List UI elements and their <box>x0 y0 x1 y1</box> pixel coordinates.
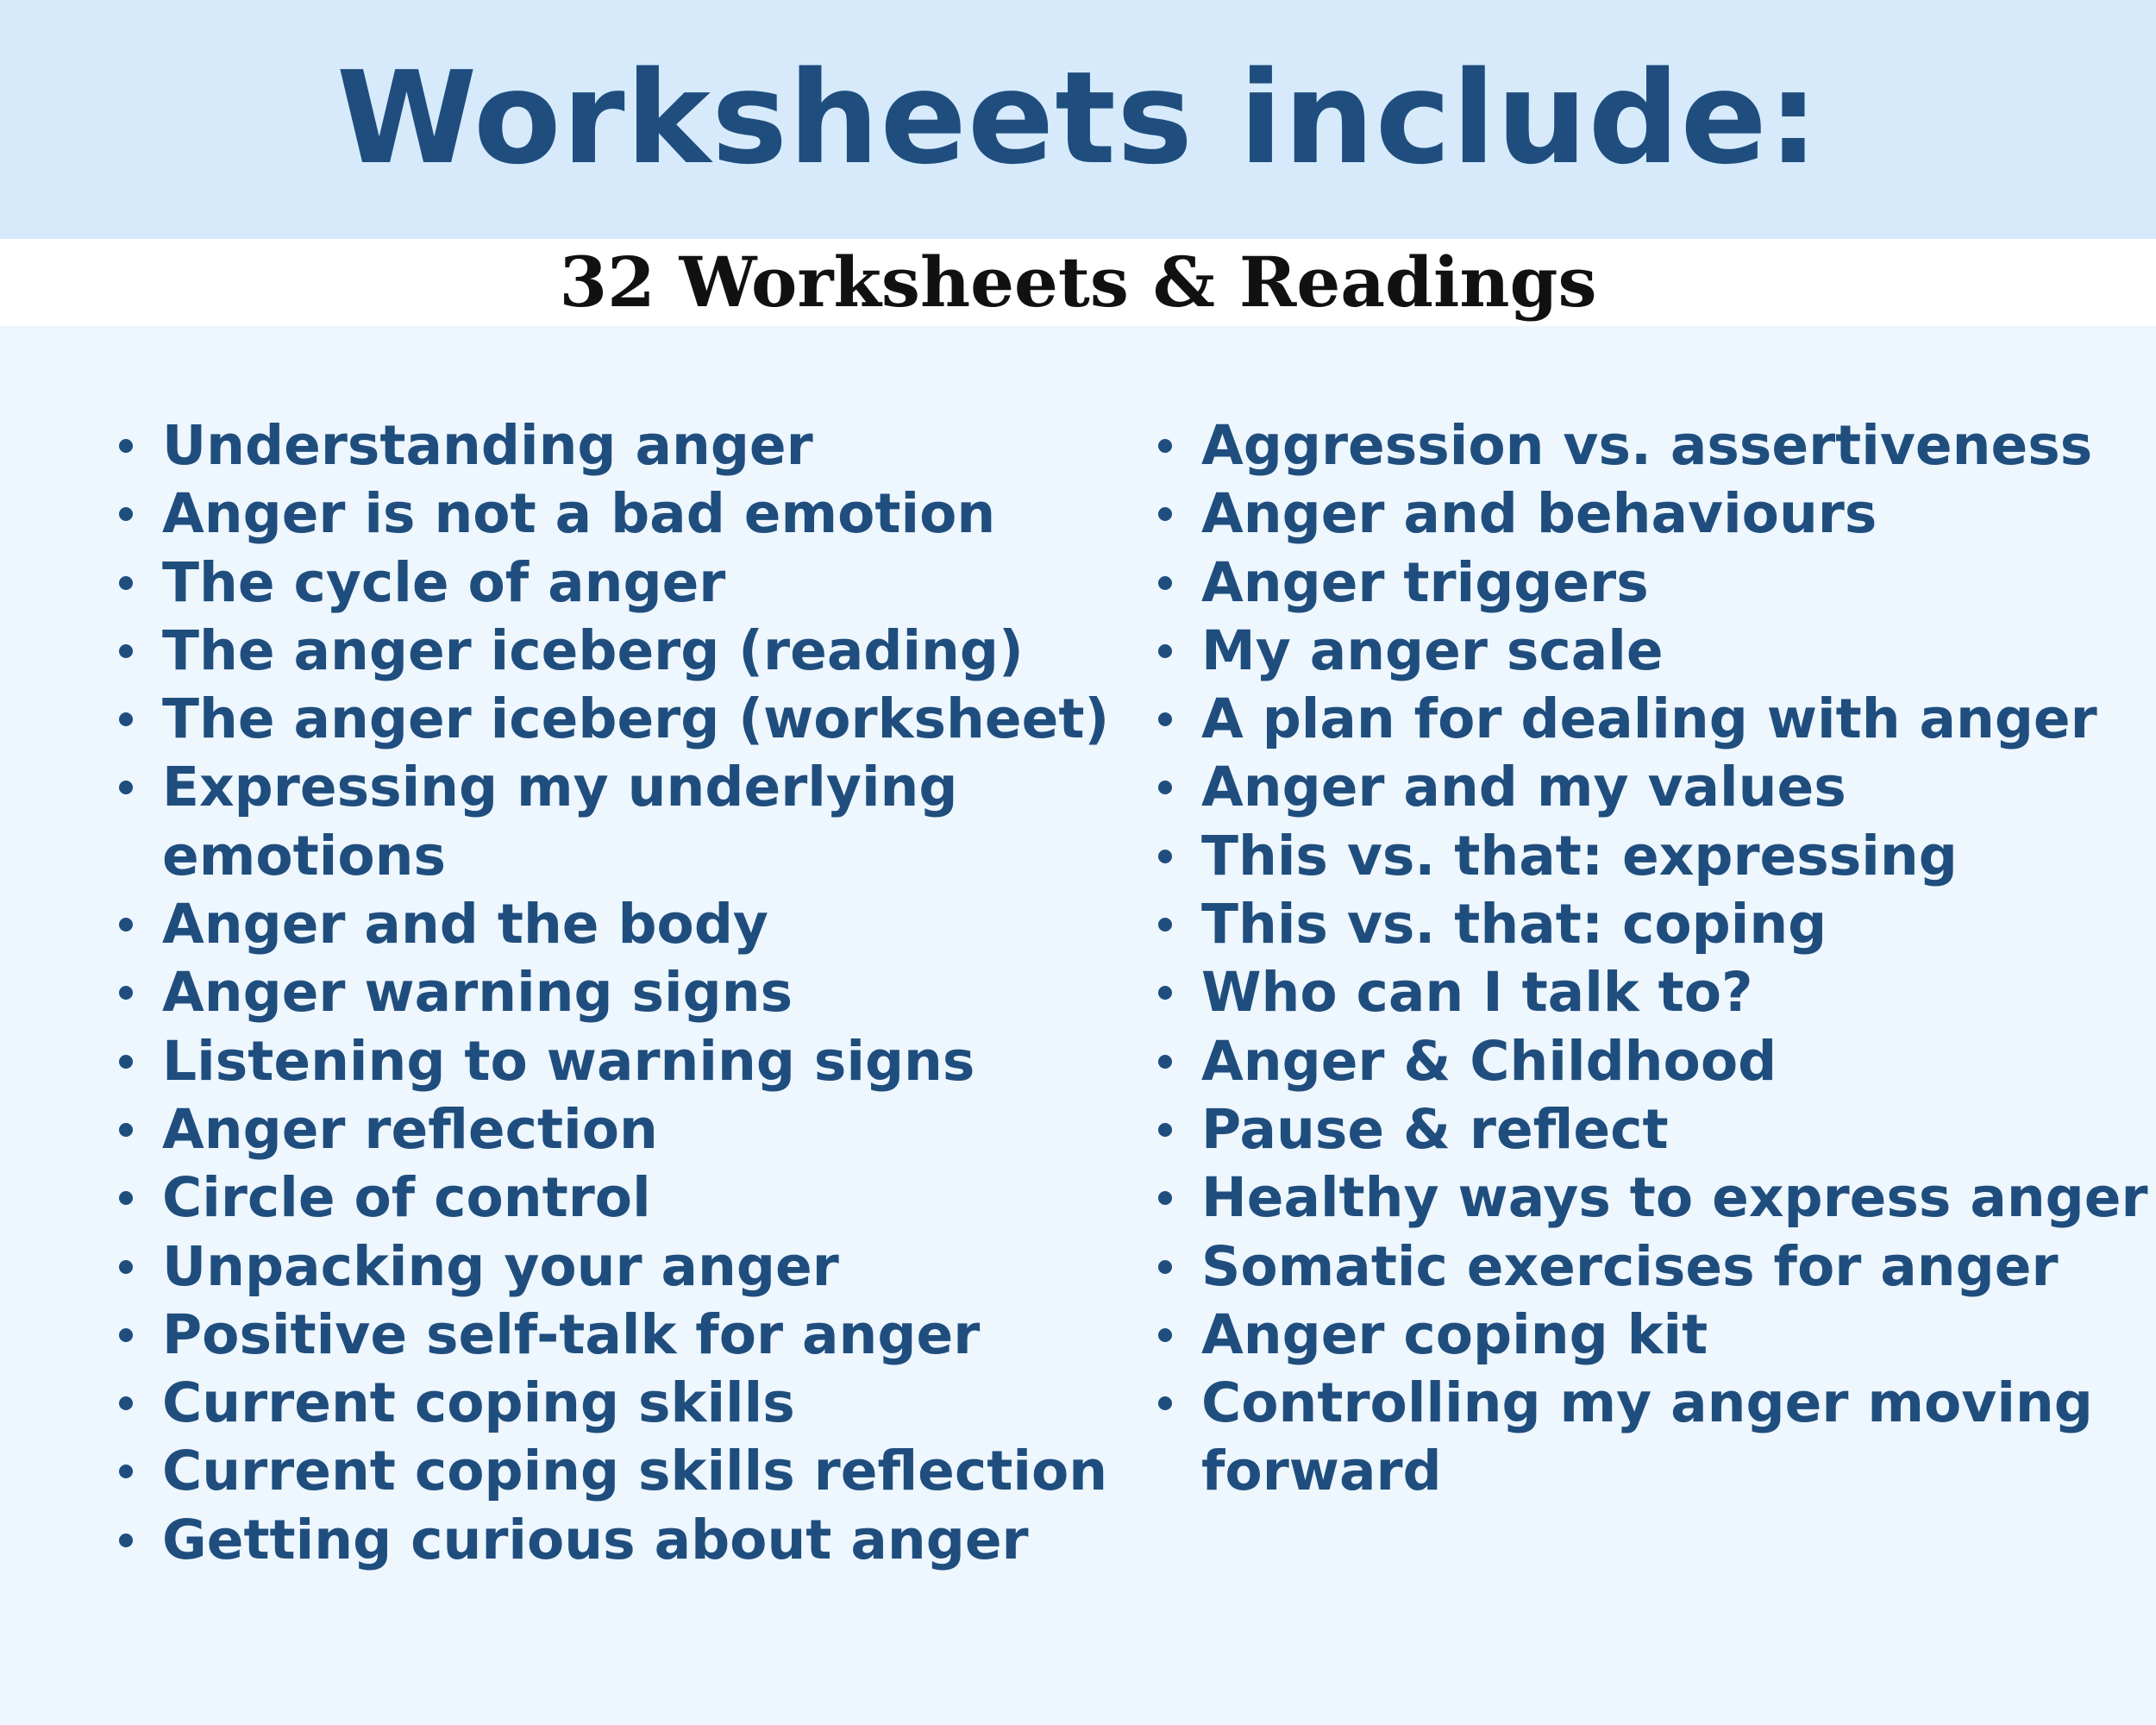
list-item-label: Anger is not a bad emotion <box>162 482 996 546</box>
list-item <box>1201 1369 2150 1506</box>
list-item <box>1201 890 2150 958</box>
list-item-label: Pause & reflect <box>1201 1097 1669 1161</box>
bullet-icon <box>1158 918 1172 932</box>
bullet-icon <box>119 1055 133 1069</box>
list-item <box>1201 753 2150 821</box>
list-item-label: The anger iceberg (reading) <box>162 618 1024 682</box>
list-item <box>1201 1164 2150 1232</box>
list-item <box>1201 1301 2150 1369</box>
list-item-label: The anger iceberg (worksheet) <box>162 687 1110 751</box>
list-item-label: A plan for dealing with anger <box>1201 687 2097 751</box>
bullet-icon <box>119 576 133 590</box>
list-item-label: Listening to warning signs <box>162 1029 975 1093</box>
list-item <box>1201 549 2150 617</box>
list-item <box>162 685 1145 753</box>
bullet-icon <box>1158 439 1172 453</box>
list-item <box>1201 480 2150 548</box>
list-item <box>162 958 1145 1026</box>
bullet-icon <box>1158 1123 1172 1137</box>
list-item <box>162 753 1145 890</box>
list-item <box>162 1095 1145 1164</box>
list-item-label: Getting curious about anger <box>162 1508 1029 1571</box>
list-item-label: Aggression vs. assertiveness <box>1201 414 2093 477</box>
list-item-label: Anger reflection <box>162 1097 658 1161</box>
list-item-label: This vs. that: expressing <box>1201 824 1958 888</box>
bullet-icon <box>1158 644 1172 658</box>
list-item <box>162 411 1145 480</box>
list-item <box>162 1369 1145 1437</box>
page-title: Worksheets include: <box>335 44 1821 192</box>
list-item <box>1201 1233 2150 1301</box>
list-item-label: This vs. that: coping <box>1201 893 1827 957</box>
list-item-label: Somatic exercises for anger <box>1201 1234 2059 1298</box>
list-item-label: Current coping skills reflection <box>162 1440 1108 1503</box>
list-item <box>162 1027 1145 1095</box>
list-item-label: Who can I talk to? <box>1201 961 1753 1025</box>
bullet-icon <box>119 1123 133 1137</box>
bullet-icon <box>119 1328 133 1342</box>
list-item-label: Healthy ways to express anger <box>1201 1166 2148 1230</box>
list-item-label: Current coping skills <box>162 1371 795 1435</box>
bullet-icon <box>1158 576 1172 590</box>
list-item-label: Positive self-talk for anger <box>162 1302 981 1366</box>
right-worksheet-list <box>1201 411 2150 1506</box>
bullet-icon <box>119 1534 133 1547</box>
bullet-icon <box>119 918 133 932</box>
list-item-label: Understanding anger <box>162 414 813 477</box>
list-item-label: Circle of control <box>162 1166 651 1230</box>
list-item <box>1201 958 2150 1026</box>
left-worksheet-list <box>162 411 1145 1574</box>
list-item-label: Anger and my values <box>1201 756 1846 819</box>
list-item-label: Unpacking your anger <box>162 1234 839 1298</box>
list-item <box>162 549 1145 617</box>
bullet-icon <box>119 439 133 453</box>
list-item <box>1201 1027 2150 1095</box>
list-item-label: Anger coping kit <box>1201 1302 1708 1366</box>
list-item-label: Anger triggers <box>1201 550 1649 614</box>
list-item <box>162 617 1145 685</box>
bullet-icon <box>119 644 133 658</box>
list-item <box>162 890 1145 958</box>
bullet-icon <box>1158 1055 1172 1069</box>
list-item <box>1201 411 2150 480</box>
bullet-icon <box>1158 1328 1172 1342</box>
list-item-label: The cycle of anger <box>162 550 726 614</box>
bullet-icon <box>1158 1260 1172 1274</box>
list-item <box>162 1233 1145 1301</box>
list-item-label: Anger & Childhood <box>1201 1029 1777 1093</box>
list-item-label: Expressing my underlying emotions <box>162 756 958 888</box>
list-item <box>1201 685 2150 753</box>
list-item-label: Anger and behaviours <box>1201 482 1877 546</box>
bullet-icon <box>1158 850 1172 863</box>
list-item <box>162 1437 1145 1505</box>
list-item <box>1201 822 2150 890</box>
list-item <box>1201 1095 2150 1164</box>
list-item <box>162 480 1145 548</box>
page-subtitle: 32 Worksheets & Readings <box>559 242 1597 323</box>
list-item <box>162 1301 1145 1369</box>
bullet-icon <box>119 1260 133 1274</box>
list-item <box>1201 617 2150 685</box>
list-item <box>162 1506 1145 1574</box>
list-item-label: Anger and the body <box>162 893 768 957</box>
list-item <box>162 1164 1145 1232</box>
list-item-label: My anger scale <box>1201 618 1664 682</box>
list-item-label: Anger warning signs <box>162 961 793 1025</box>
list-item-label: Controlling my anger moving forward <box>1201 1371 2093 1503</box>
